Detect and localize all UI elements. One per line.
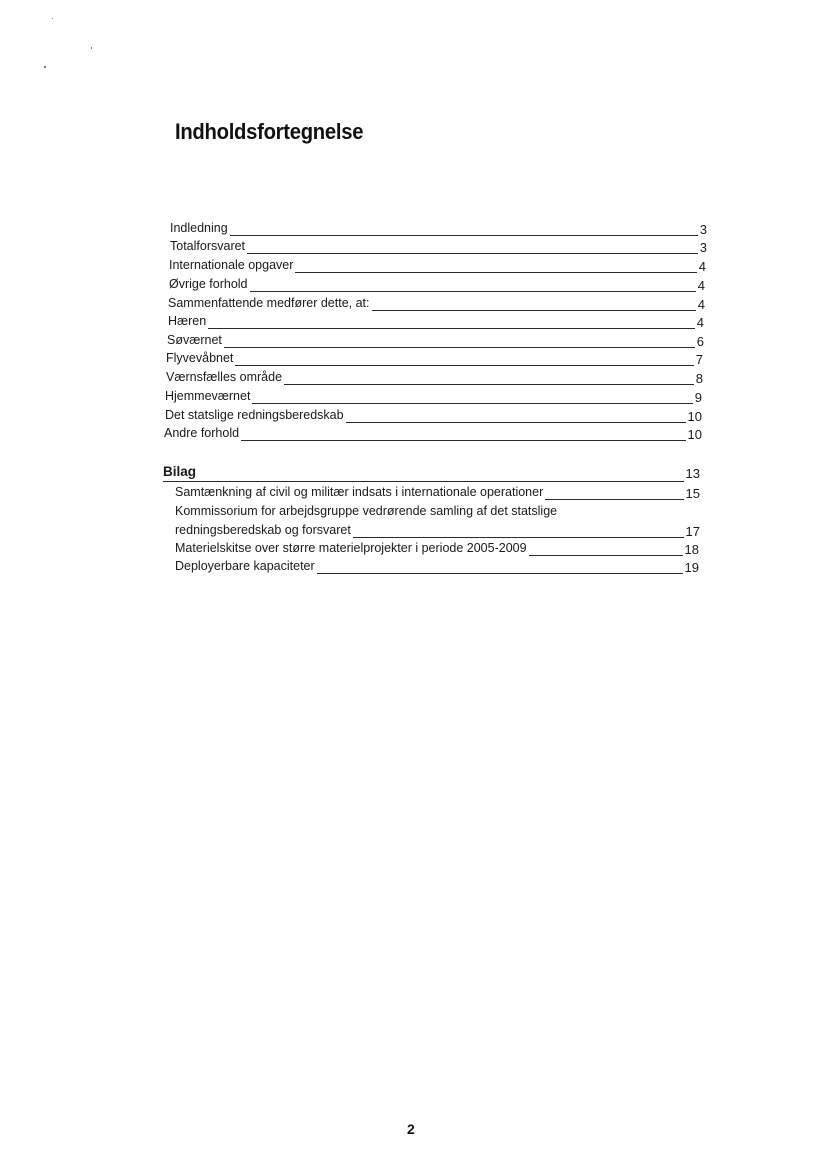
toc-entry-page: 4 [697, 297, 705, 312]
toc-entry [168, 294, 705, 312]
scan-speck [52, 18, 53, 19]
toc-entry-label: Værnsfælles område [166, 370, 283, 384]
toc-entry [169, 256, 706, 274]
toc-entry-label: Sammenfattende medfører dette, at: [168, 296, 370, 310]
toc-entry-label: Internationale opgaver [169, 258, 294, 272]
toc-entry [168, 312, 704, 330]
toc-entry [169, 275, 705, 293]
scan-speck [91, 47, 92, 49]
toc-entry-label: Det statslige redningsberedskab [165, 408, 344, 422]
toc-leader-line [163, 481, 700, 482]
toc-entry [164, 424, 702, 442]
bilag-entry-page: 19 [684, 560, 699, 575]
toc-entry-page: 8 [695, 371, 703, 386]
toc-entry-label: Flyvevåbnet [166, 351, 234, 365]
bilag-entry-label: Deployerbare kapaciteter [161, 557, 317, 575]
toc-entry-page: 9 [694, 390, 702, 405]
toc-entry-page: 3 [699, 240, 707, 255]
bilag-heading-row [163, 463, 700, 483]
bilag-entry [161, 521, 700, 539]
toc-entry [170, 237, 707, 255]
toc-entry-label: Søværnet [167, 333, 222, 347]
toc-entry-label: Andre forhold [164, 426, 240, 440]
toc-entry-page: 4 [698, 259, 706, 274]
toc-entry-page: 7 [695, 352, 703, 367]
toc-entry [166, 368, 703, 386]
toc-leader-line [170, 253, 707, 254]
toc-entry [170, 219, 707, 237]
bilag-entry-page: 17 [685, 524, 700, 539]
toc-leader-line [166, 365, 703, 366]
bilag-entry-page: 18 [684, 542, 699, 557]
page-title: Indholdsfortegnelse [175, 119, 364, 144]
bilag-entry-label: Samtænkning af civil og militær indsats i internationale operationer [161, 483, 545, 501]
toc-entry-label: Hjemmeværnet [165, 389, 251, 403]
bilag-entry-label: Kommissorium for arbejdsgruppe vedrørende samling af det statslige [175, 504, 558, 518]
bilag-entry [161, 557, 699, 575]
bilag-entry-label: Materielskitse over større materielprojekter i periode 2005-2009 [161, 539, 529, 557]
toc-entry [167, 331, 704, 349]
toc-entry-page: 10 [687, 427, 702, 442]
bilag-entry [161, 539, 699, 557]
toc-entry-page: 4 [696, 315, 704, 330]
toc-entry [165, 406, 702, 424]
toc-leader-line [168, 328, 704, 329]
bilag-entry-page: 15 [685, 486, 700, 501]
toc-entry-page: 10 [687, 409, 702, 424]
toc-leader-line [170, 235, 707, 236]
scan-speck [44, 66, 46, 68]
toc-leader-line [167, 347, 704, 348]
bilag-entry [161, 483, 700, 501]
toc-entry-label: Totalforsvaret [170, 239, 246, 253]
page-number: 2 [407, 1121, 415, 1137]
bilag-page: 13 [685, 466, 700, 481]
toc-entry [165, 387, 702, 405]
bilag-heading: Bilag [163, 464, 197, 479]
toc-entry-label: Indledning [170, 221, 228, 235]
toc-entry-page: 3 [699, 222, 707, 237]
toc-entry [166, 349, 703, 367]
bilag-entry-first-line [175, 502, 700, 520]
toc-entry-page: 4 [697, 278, 705, 293]
toc-leader-line [164, 440, 702, 441]
bilag-entry-label-continued: redningsberedskab og forsvaret [161, 521, 353, 539]
toc-entry-label: Hæren [168, 314, 207, 328]
toc-entry-page: 6 [696, 334, 704, 349]
toc-entry-label: Øvrige forhold [169, 277, 248, 291]
